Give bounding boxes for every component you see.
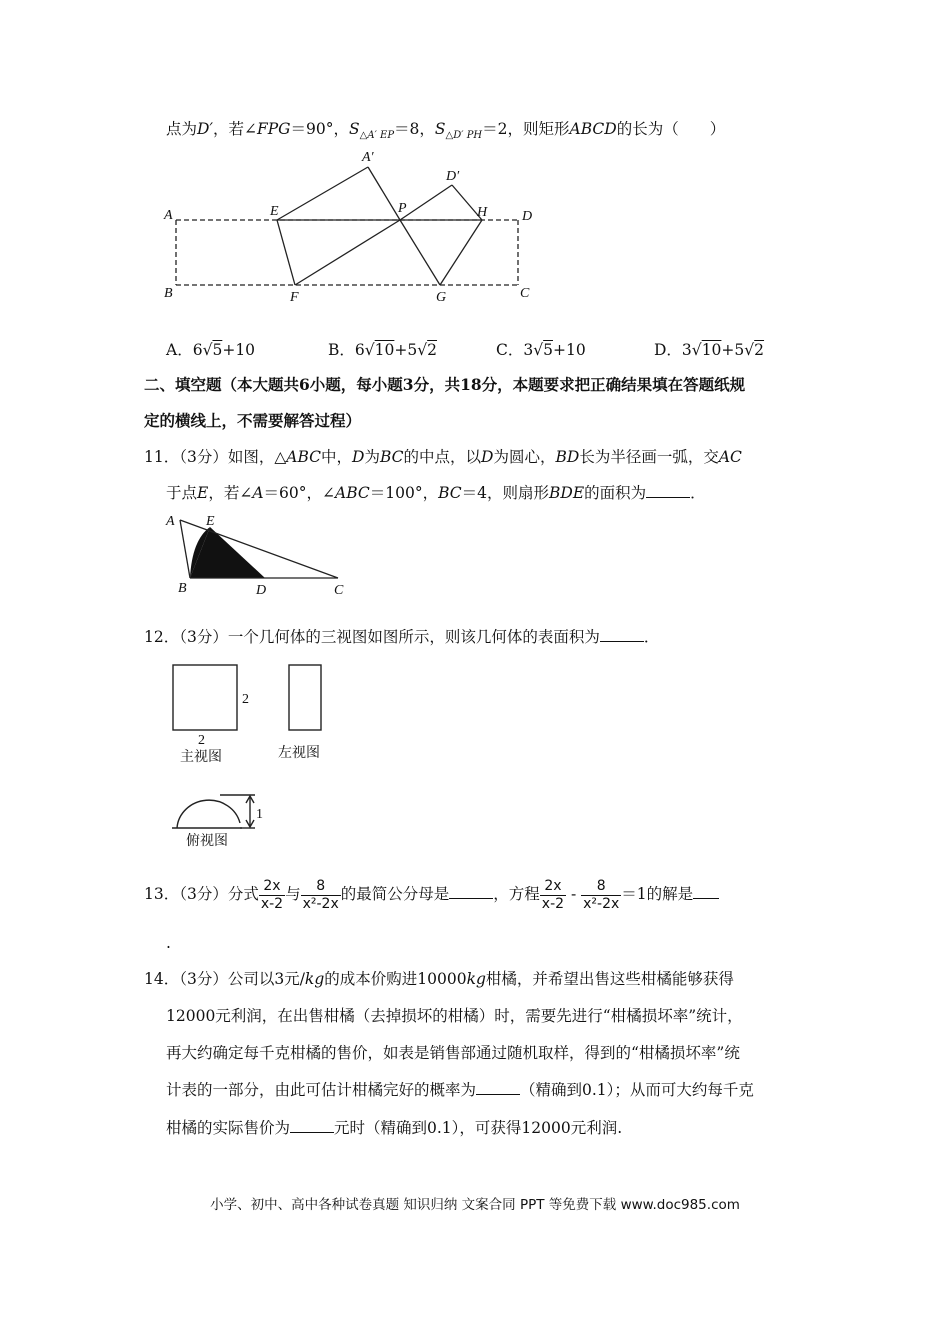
choice-c[interactable] bbox=[496, 338, 586, 360]
sqrt-icon: √ bbox=[417, 341, 428, 359]
text: 的面积为 bbox=[584, 484, 647, 502]
denominator: x-2 bbox=[260, 895, 284, 912]
left-caption: 左视图 bbox=[278, 746, 320, 761]
numerator: 8 bbox=[301, 878, 341, 896]
fraction bbox=[540, 878, 566, 913]
q11-triangle-figure bbox=[160, 510, 360, 600]
text: 与 bbox=[285, 885, 301, 903]
sqrt-icon: √ bbox=[691, 341, 702, 359]
text: 为圆心， bbox=[493, 448, 556, 466]
q11-line2 bbox=[166, 482, 706, 504]
text: 于点 bbox=[166, 484, 198, 502]
text: ． bbox=[690, 484, 706, 502]
text: 柑橘的实际售价为 bbox=[166, 1119, 291, 1137]
q14-line3: 再大约确定每千克柑橘的售价，如表是销售部通过随机取样，得到的“柑橘损坏率”统 bbox=[166, 1044, 740, 1062]
text: kg bbox=[466, 970, 486, 988]
label-B: B bbox=[164, 286, 173, 301]
label-C: C bbox=[334, 583, 344, 598]
text: 计表的一部分，由此可估计柑橘完好的概率为 bbox=[166, 1081, 477, 1099]
answer-blank[interactable] bbox=[449, 884, 493, 899]
text: D bbox=[481, 448, 494, 466]
text: 柑橘，并希望出售这些柑橘能够获得 bbox=[485, 970, 734, 988]
label-D: D bbox=[522, 209, 533, 224]
label-A: A bbox=[164, 208, 173, 223]
q14-line4 bbox=[166, 1079, 754, 1101]
sqrt-icon: √ bbox=[744, 341, 755, 359]
text: 的长为（ ） bbox=[616, 120, 726, 138]
text: BDE bbox=[549, 484, 585, 502]
text: ABC bbox=[286, 448, 321, 466]
label-D-prime: D′ bbox=[446, 169, 460, 184]
text: S bbox=[349, 120, 360, 138]
denominator: x-2 bbox=[541, 895, 565, 912]
text: ＝100°， bbox=[369, 484, 439, 502]
answer-blank[interactable] bbox=[646, 483, 690, 498]
fraction bbox=[581, 878, 621, 913]
text: 元时（精确到0.1），可获得12000元利润. bbox=[334, 1119, 623, 1137]
text: （精确到0.1）；从而可大约每千克 bbox=[520, 1081, 754, 1099]
q14-line1 bbox=[144, 968, 734, 990]
denominator: x²-2x bbox=[302, 895, 339, 912]
answer-blank[interactable] bbox=[600, 627, 644, 642]
q12-line bbox=[144, 626, 659, 648]
text: ＝1的解是 bbox=[621, 885, 694, 903]
text: S bbox=[434, 120, 446, 138]
text: BD bbox=[555, 448, 580, 466]
text: - bbox=[566, 885, 582, 903]
text: A bbox=[252, 484, 264, 502]
section2-heading-line2: 定的横线上，不需要解答过程） bbox=[144, 411, 362, 430]
top-side-label: 1 bbox=[256, 807, 263, 822]
text: ＝4，则扇形 bbox=[461, 484, 550, 502]
q12-three-views-figure bbox=[160, 655, 360, 855]
text: ＝2，则矩形 bbox=[482, 120, 570, 138]
text: 的中点，以 bbox=[403, 448, 482, 466]
text: D bbox=[352, 448, 365, 466]
front-caption: 主视图 bbox=[180, 750, 222, 765]
text: 13．（3分）分式 bbox=[144, 885, 259, 903]
q10-stem-line bbox=[166, 118, 725, 147]
text: 为 bbox=[364, 448, 380, 466]
text: 中， bbox=[321, 448, 353, 466]
q13-dot: . bbox=[166, 934, 171, 952]
label-A-prime: A′ bbox=[362, 150, 374, 165]
numerator: 2x bbox=[540, 878, 566, 896]
text: kg bbox=[304, 970, 325, 988]
radicand: 10 bbox=[701, 341, 722, 359]
text: FPG bbox=[256, 120, 291, 138]
sqrt-icon: √ bbox=[202, 341, 213, 359]
page-footer: 小学、初中、高中各种试卷真题 知识归纳 文案合同 PPT 等免费下载 www.doc985.com bbox=[210, 1197, 740, 1213]
q11-line1 bbox=[144, 446, 742, 468]
text: ＝60°，∠ bbox=[263, 484, 336, 502]
numerator: 2x bbox=[259, 878, 285, 896]
choice-rest: +5 bbox=[394, 341, 418, 359]
top-caption: 俯视图 bbox=[186, 834, 228, 849]
text: 14．（3分）公司以3元/ bbox=[144, 970, 305, 988]
text: D′ bbox=[197, 120, 213, 138]
front-side-label: 2 bbox=[242, 692, 249, 707]
choice-label: D．3 bbox=[654, 341, 692, 359]
subscript: △A′ EP bbox=[359, 130, 395, 142]
text: 点为 bbox=[166, 120, 198, 138]
subscript: △D′ PH bbox=[445, 130, 483, 142]
choice-label: B．6 bbox=[328, 341, 365, 359]
choice-rest: +5 bbox=[721, 341, 745, 359]
text: AC bbox=[718, 448, 742, 466]
text: 长为半径画一弧，交 bbox=[579, 448, 719, 466]
choice-a[interactable] bbox=[166, 338, 255, 360]
text: ，方程 bbox=[493, 885, 540, 903]
choice-b[interactable] bbox=[328, 338, 437, 360]
text: ABCD bbox=[569, 120, 617, 138]
label-D: D bbox=[256, 583, 267, 598]
label-C: C bbox=[520, 286, 530, 301]
choice-rest: +10 bbox=[222, 341, 256, 359]
q14-line2: 12000元利润，在出售柑橘（去掉损坏的柑橘）时，需要先进行“柑橘损坏率”统计， bbox=[166, 1007, 743, 1025]
answer-blank[interactable] bbox=[290, 1118, 334, 1133]
label-P: P bbox=[398, 201, 407, 216]
text: ． bbox=[643, 628, 660, 646]
label-E: E bbox=[270, 204, 279, 219]
radicand: 5 bbox=[212, 341, 223, 359]
label-H: H bbox=[477, 205, 488, 220]
choice-label: C．3 bbox=[496, 341, 534, 359]
q13-line bbox=[144, 872, 719, 916]
answer-blank[interactable] bbox=[693, 884, 719, 899]
text: BC bbox=[379, 448, 404, 466]
text: ＝90°， bbox=[290, 120, 350, 138]
text: BC bbox=[438, 484, 462, 502]
text: ，若∠ bbox=[212, 120, 257, 138]
front-bottom-label: 2 bbox=[198, 733, 205, 748]
text: ABC bbox=[335, 484, 370, 502]
text: ＝8， bbox=[394, 120, 435, 138]
text: 11．（3分）如图，△ bbox=[144, 448, 287, 466]
fraction bbox=[301, 878, 341, 913]
choice-rest: +10 bbox=[553, 341, 586, 359]
text: ，若∠ bbox=[208, 484, 253, 502]
text: 的最简公分母是 bbox=[340, 885, 450, 903]
text: E bbox=[197, 484, 209, 502]
radicand: 10 bbox=[374, 341, 395, 359]
numerator: 8 bbox=[581, 878, 621, 896]
label-A: A bbox=[166, 514, 175, 529]
denominator: x²-2x bbox=[583, 895, 620, 912]
section2-heading-line1: 二、填空题（本大题共6小题，每小题3分，共18分，本题要求把正确结果填在答题纸规 bbox=[144, 375, 746, 394]
radicand: 2 bbox=[754, 341, 765, 359]
label-E: E bbox=[206, 514, 215, 529]
label-B: B bbox=[178, 581, 187, 596]
label-F: F bbox=[290, 290, 299, 305]
radicand: 2 bbox=[427, 341, 438, 359]
text: 12．（3分）一个几何体的三视图如图所示，则该几何体的表面积为 bbox=[144, 628, 600, 646]
choice-d[interactable] bbox=[654, 338, 764, 360]
answer-blank[interactable] bbox=[476, 1080, 520, 1095]
fraction bbox=[259, 878, 285, 913]
sqrt-icon: √ bbox=[364, 341, 375, 359]
radicand: 5 bbox=[543, 341, 553, 359]
choice-label: A．6 bbox=[166, 341, 203, 359]
sqrt-icon: √ bbox=[533, 341, 544, 359]
q14-line5 bbox=[166, 1117, 622, 1139]
label-G: G bbox=[436, 290, 447, 305]
q10-rectangle-figure bbox=[160, 145, 540, 310]
text: 的成本价购进10000 bbox=[324, 970, 467, 988]
